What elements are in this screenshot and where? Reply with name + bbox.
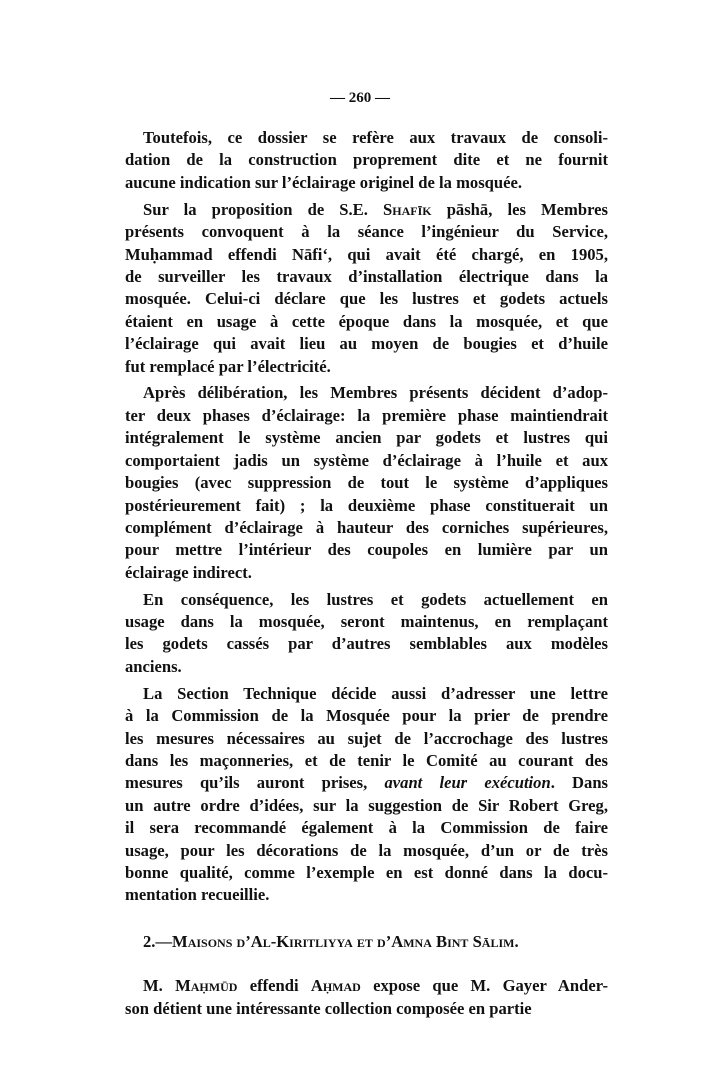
text-line: fut remplacé par l’électricité. — [125, 356, 331, 376]
text-line: il sera recommandé également à la Commission de faire — [125, 818, 608, 838]
text-line: intégralement le système ancien par godets et lustres qui — [125, 428, 608, 448]
text-line: usage dans la mosquée, seront maintenus, en remplaçant — [125, 612, 608, 632]
text-line: un autre ordre d’idées, sur la suggestion de Sir Robert Greg, — [125, 795, 608, 815]
text-line: La Section Technique décide aussi d’adresser une lettre — [143, 683, 608, 703]
italic-text: avant leur exécution — [384, 773, 551, 793]
text-line: aucune indication sur l’éclairage originel de la mosquée. — [125, 172, 523, 192]
heading-segment: Maisons d’Al-Kiritliyya et d’Amna Bint Sālim. — [172, 931, 519, 951]
paragraph — [125, 683, 608, 907]
paragraph — [125, 199, 608, 378]
text-segment: Sur la proposition de S.E. — [143, 199, 384, 219]
text-line: anciens. — [125, 656, 182, 676]
text-segment: pāshā, les Membres — [431, 199, 608, 219]
text-line: dation de la construction proprement dite et ne fournit — [125, 150, 608, 170]
small-caps-name: Maḥmūd — [175, 976, 238, 996]
text-line: complément d’éclairage à hauteur des corniches supérieures, — [125, 517, 608, 537]
text-line: Muḥammad effendi Nāfi‘, qui avait été chargé, en 1905, — [125, 244, 608, 264]
text-line: les godets cassés par d’autres semblables aux modèles — [125, 634, 608, 654]
text-line: dans les maçonneries, et de tenir le Comité au courant des — [125, 750, 608, 770]
text-line: présents convoquent à la séance l’ingénieur du Service, — [125, 222, 608, 242]
text-line: bougies (avec suppression de tout le système d’appliques — [125, 473, 608, 493]
text-segment: expose que M. Gayer Ander- — [360, 976, 608, 996]
text-line: comportaient jadis un système d’éclairage à l’huile et aux — [125, 450, 608, 470]
section-heading — [125, 931, 608, 953]
text-line: En conséquence, les lustres et godets actuellement en — [143, 589, 608, 609]
heading-segment: 2.— — [143, 931, 173, 951]
text-line: ter deux phases d’éclairage: la première phase maintiendrait — [125, 405, 608, 425]
text-line: les mesures nécessaires au sujet de l’accrochage des lustres — [125, 728, 608, 748]
page-number: — 260 — — [330, 90, 390, 106]
text-line — [125, 199, 608, 221]
text-line: étaient en usage à cette époque dans la mosquée, et que — [125, 311, 608, 331]
paragraph — [125, 589, 608, 679]
text-line: éclairage indirect. — [125, 562, 252, 582]
text-line: usage, pour les décorations de la mosquée, d’un or de très — [125, 840, 608, 860]
text-segment: . Dans — [550, 773, 609, 793]
text-line: Après délibération, les Membres présents décident d’adop- — [143, 383, 608, 403]
text-line: mentation recueillie. — [125, 885, 270, 905]
paragraph — [125, 382, 608, 584]
text-segment: effendi — [237, 976, 311, 996]
text-segment: mesures qu’ils auront prises, — [125, 773, 385, 793]
text-line — [125, 975, 608, 997]
text-line: Toutefois, ce dossier se refère aux travaux de consoli- — [143, 128, 608, 147]
text-line: bonne qualité, comme l’exemple en est donné dans la docu- — [125, 863, 608, 882]
text-line: postérieurement fait) ; la deuxième phase constituerait un — [125, 495, 608, 515]
text-column — [125, 127, 608, 1025]
text-line: mosquée. Celui-ci déclare que les lustres et godets actuels — [125, 289, 608, 309]
text-line: à la Commission de la Mosquée pour la prier de prendre — [125, 706, 608, 726]
paragraph — [125, 127, 608, 194]
text-line: son détient une intéressante collection composée en partie — [125, 998, 532, 1018]
paragraph — [125, 975, 608, 1020]
small-caps-name: Aḥmad — [310, 976, 361, 996]
text-line — [125, 772, 608, 794]
text-line: pour mettre l’intérieur des coupoles en lumière par un — [125, 540, 608, 560]
text-line: de surveiller les travaux d’installation électrique dans la — [125, 266, 608, 286]
text-segment: M. — [143, 976, 176, 996]
small-caps-name: Shafīk — [383, 199, 432, 219]
text-line: l’éclairage qui avait lieu au moyen de bougies et d’huile — [125, 334, 608, 354]
